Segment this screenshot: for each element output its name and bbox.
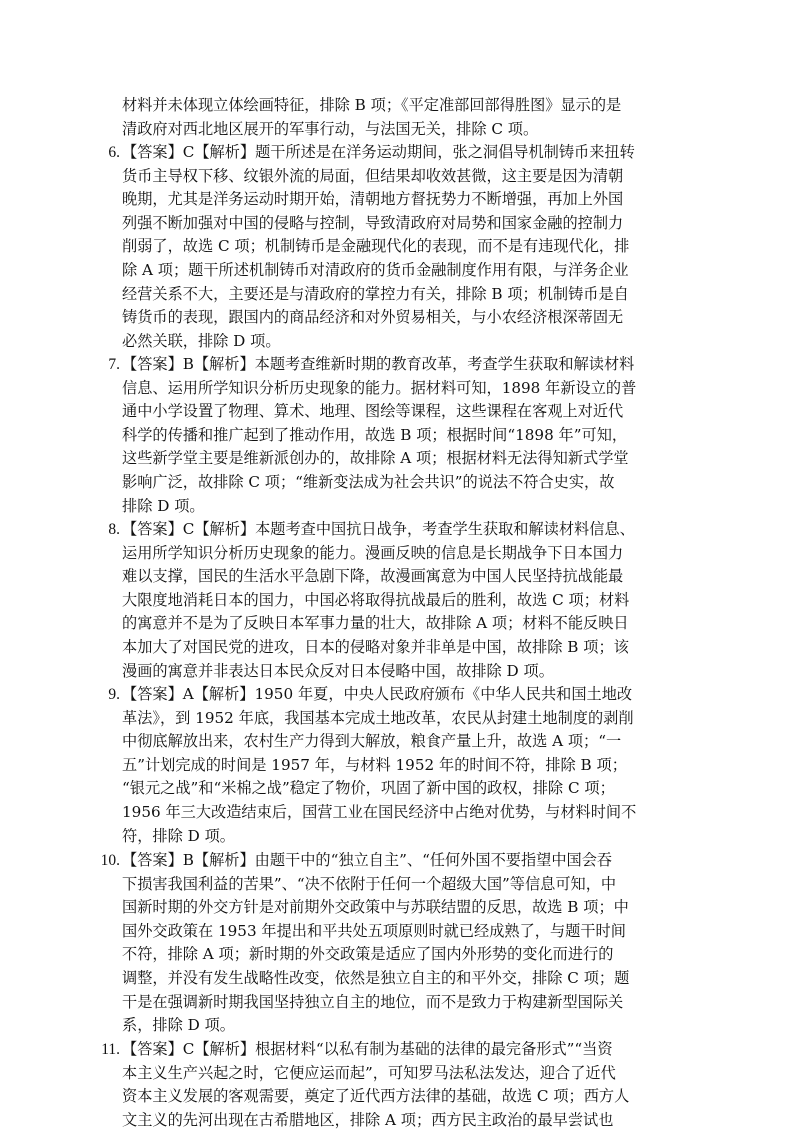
text-line: 大限度地消耗日本的国力，中国必将取得抗战最后的胜利，故选 C 项；材料 [122,590,630,609]
answer-item-10 [122,849,682,1038]
text-line: 【答案】A【解析】1950 年夏，中央人民政府颁布《中华人民共和国土地改 [122,685,633,703]
text-line: 的寓意并不是为了反映日本军事力量的壮大，故排除 A 项；材料不能反映日 [122,614,629,633]
text-line: 削弱了，故选 C 项；机制铸币是金融现代化的表现，而不是有违现代化，排 [122,237,630,256]
text-line: 列强不断加强对中国的侵略与控制，导致清政府对局势和国家金融的控制力 [122,213,624,232]
text-line: 革法》，到 1952 年底，我国基本完成土地改革，农民从封建土地制度的剥削 [122,708,634,727]
text-line: 资本主义发展的客观需要，奠定了近代西方法律的基础，故选 C 项；西方人 [122,1087,630,1106]
text-line: 符，排除 D 项。 [122,826,235,845]
answer-item-7 [122,353,682,518]
text-line: 这些新学堂主要是维新派创办的，故排除 A 项；根据材料无法得知新式学堂 [122,449,629,468]
item-number: 9. [108,686,120,703]
item-number: 6. [108,144,120,161]
text-line: 不符，排除 A 项；新时期的外交政策是适应了国内外形势的变化而进行的 [122,945,614,964]
text-line: 【答案】B【解析】由题干中的“独立自主”、“任何外国不要指望中国会吞 [122,851,613,869]
text-line: 【答案】B【解析】本题考查维新时期的教育改革，考查学生获取和解读材料 [122,355,635,373]
text-line: 文主义的先河出现在古希腊地区，排除 A 项；西方民主政治的最早尝试也 [122,1110,614,1129]
text-line: 国外交政策在 1953 年提出和平共处五项原则时就已经成熟了，与题干时间 [122,921,626,940]
text-line: 【答案】C【解析】根据材料“以私有制为基础的法律的最完备形式”“当资 [122,1040,613,1058]
text-line: 运用所学知识分析历史现象的能力。漫画反映的信息是长期战争下日本国力 [122,543,624,562]
text-line: 材料并未体现立体绘画特征，排除 B 项；《平定准部回部得胜图》显示的是 [122,96,622,114]
answer-item-11 [122,1038,682,1132]
text-line: 本加大了对国民党的进攻，日本的侵略对象并非单是中国，故排除 B 项；该 [122,637,629,656]
text-line: 干是在强调新时期我国坚持独立自主的地位，而不是致力于构建新型国际关 [122,992,624,1011]
text-line: 影响广泛，故排除 C 项；“维新变法成为社会共识”的说法不符合史实，故 [122,472,615,491]
text-line: 晚期，尤其是洋务运动时期开始，清朝地方督抚势力不断增强，再加上外国 [122,190,624,209]
text-line: 经营关系不大，主要还是与清政府的掌控力有关，排除 B 项；机制铸币是自 [122,284,629,303]
text-line: 除 A 项；题干所述机制铸币对清政府的货币金融制度作用有限，与洋务企业 [122,260,629,279]
text-line: 中彻底解放出来，农村生产力得到大解放，粮食产量上升，故选 A 项；“一 [122,732,622,751]
text-line: 国新时期的外交方针是对前期外交政策中与苏联结盟的反思，故选 B 项；中 [122,898,629,917]
intro-paragraph [122,94,682,141]
answer-item-6 [122,141,682,353]
text-line: 下损害我国利益的苦果”、“决不依附于任何一个超级大国”等信息可知，中 [122,874,617,893]
text-line: 系，排除 D 项。 [122,1016,235,1035]
text-line: 通中小学设置了物理、算术、地理、图绘等课程，这些课程在客观上对近代 [122,402,624,421]
text-line: “银元之战”和“米棉之战”稳定了物价，巩固了新中国的政权，排除 C 项； [122,779,615,798]
text-line: 漫画的寓意并非表达日本民众反对日本侵略中国，故排除 D 项。 [122,661,554,680]
item-number: 7. [108,356,120,373]
text-line: 清政府对西北地区展开的军事行动，与法国无关，排除 C 项。 [122,119,539,138]
text-line: 【答案】C【解析】题干所述是在洋务运动期间，张之洞倡导机制铸币来扭转 [122,143,635,161]
text-line: 货币主导权下移、纹银外流的局面，但结果却收效甚微，这主要是因为清朝 [122,166,624,185]
text-line: 本主义生产兴起之时，它便应运而起”，可知罗马法私法发达，迎合了近代 [122,1063,616,1082]
answer-item-9 [122,683,682,848]
item-number: 10. [100,852,120,869]
item-number: 11. [101,1041,120,1058]
text-line: 1956 年三大改造结束后，国营工业在国民经济中占绝对优势，与材料时间不 [122,802,637,821]
text-line: 排除 D 项。 [122,496,205,515]
text-line: 信息、运用所学知识分析历史现象的能力。据材料可知，1898 年新设立的普 [122,378,637,397]
answer-item-8 [122,518,682,683]
text-line: 必然关联，排除 D 项。 [122,331,281,350]
text-line: 科学的传播和推广起到了推动作用，故选 B 项；根据时间“1898 年”可知， [122,425,628,444]
text-line: 【答案】C【解析】本题考查中国抗日战争，考查学生获取和解读材料信息、 [122,520,635,538]
text-line: 调整，并没有发生战略性改变，依然是独立自主的和平外交，排除 C 项；题 [122,968,630,987]
text-line: 五”计划完成的时间是 1957 年，与材料 1952 年的时间不符，排除 B 项； [122,755,627,774]
text-line: 铸货币的表现，跟国内的商品经济和对外贸易相关，与小农经济根深蒂固无 [122,308,624,327]
text-line: 难以支撑，国民的生活水平急剧下降，故漫画寓意为中国人民坚持抗战能最 [122,567,624,586]
item-number: 8. [108,521,120,538]
